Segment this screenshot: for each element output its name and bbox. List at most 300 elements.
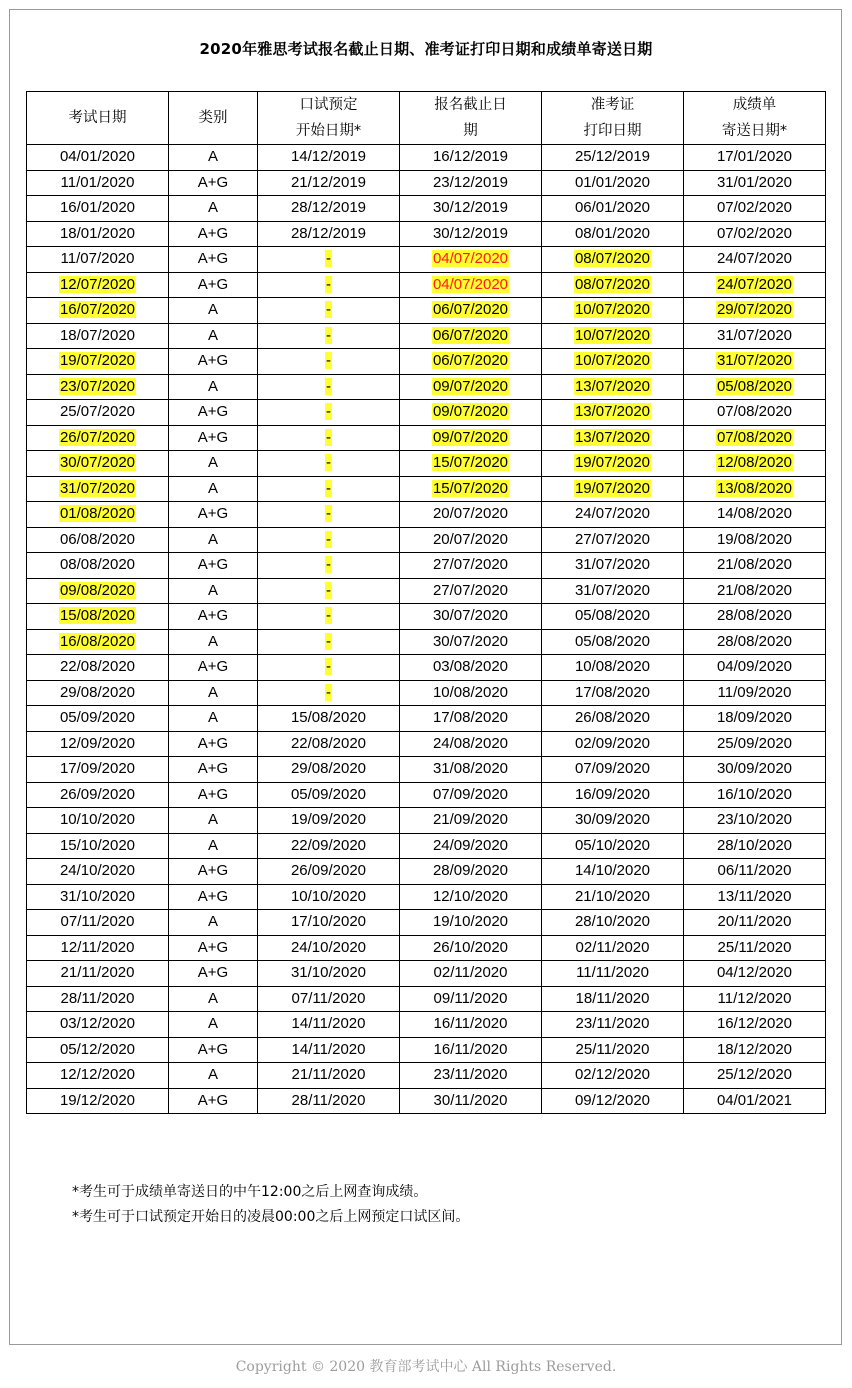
cell-speaking-start bbox=[258, 629, 400, 655]
cell-value: A+G bbox=[197, 734, 229, 752]
cell-exam-date bbox=[27, 247, 169, 273]
cell-admission-print bbox=[542, 272, 684, 298]
table-row bbox=[27, 935, 826, 961]
cell-value: - bbox=[326, 454, 331, 472]
table-row bbox=[27, 961, 826, 987]
cell-value: 14/11/2020 bbox=[291, 1040, 366, 1058]
cell-registration-deadline bbox=[400, 400, 542, 426]
cell-value: 01/08/2020 bbox=[59, 505, 136, 523]
cell-value: A+G bbox=[197, 403, 229, 421]
cell-admission-print bbox=[542, 1063, 684, 1089]
cell-value: A bbox=[207, 1066, 218, 1084]
cell-value: 08/08/2020 bbox=[59, 556, 136, 574]
cell-value: 19/08/2020 bbox=[716, 530, 793, 548]
cell-value: 30/09/2020 bbox=[574, 811, 651, 829]
cell-speaking-start bbox=[258, 374, 400, 400]
cell-registration-deadline bbox=[400, 476, 542, 502]
cell-value: 17/08/2020 bbox=[574, 683, 651, 701]
cell-admission-print bbox=[542, 578, 684, 604]
cell-value: 29/07/2020 bbox=[716, 301, 793, 319]
cell-admission-print bbox=[542, 527, 684, 553]
cell-value: 17/08/2020 bbox=[432, 709, 509, 727]
cell-speaking-start bbox=[258, 400, 400, 426]
cell-value: 19/07/2020 bbox=[574, 479, 651, 497]
cell-value: 10/07/2020 bbox=[574, 301, 651, 319]
cell-admission-print bbox=[542, 425, 684, 451]
cell-speaking-start bbox=[258, 782, 400, 808]
cell-report-send bbox=[684, 655, 826, 681]
cell-value: 11/11/2020 bbox=[576, 964, 649, 982]
cell-admission-print bbox=[542, 221, 684, 247]
cell-admission-print bbox=[542, 808, 684, 834]
cell-category bbox=[169, 298, 258, 324]
cell-value: 22/08/2020 bbox=[290, 734, 367, 752]
cell-exam-date bbox=[27, 145, 169, 171]
cell-value: 31/07/2020 bbox=[574, 581, 651, 599]
cell-registration-deadline bbox=[400, 425, 542, 451]
cell-value: 12/10/2020 bbox=[432, 887, 509, 905]
cell-exam-date bbox=[27, 527, 169, 553]
cell-speaking-start bbox=[258, 655, 400, 681]
cell-value: A+G bbox=[197, 173, 229, 191]
cell-category bbox=[169, 196, 258, 222]
table-row bbox=[27, 323, 826, 349]
cell-category bbox=[169, 221, 258, 247]
cell-report-send bbox=[684, 170, 826, 196]
cell-category bbox=[169, 349, 258, 375]
cell-value: 19/12/2020 bbox=[59, 1091, 136, 1109]
cell-value: 30/07/2020 bbox=[432, 607, 509, 625]
cell-report-send bbox=[684, 910, 826, 936]
cell-registration-deadline bbox=[400, 986, 542, 1012]
cell-registration-deadline bbox=[400, 935, 542, 961]
cell-value: A bbox=[207, 811, 218, 829]
cell-registration-deadline bbox=[400, 1012, 542, 1038]
cell-report-send bbox=[684, 451, 826, 477]
cell-value: 15/08/2020 bbox=[59, 607, 136, 625]
cell-value: 18/07/2020 bbox=[59, 326, 136, 344]
cell-value: A bbox=[207, 836, 218, 854]
cell-exam-date bbox=[27, 680, 169, 706]
cell-report-send bbox=[684, 578, 826, 604]
cell-category bbox=[169, 604, 258, 630]
cell-category bbox=[169, 808, 258, 834]
cell-value: A+G bbox=[197, 785, 229, 803]
cell-registration-deadline bbox=[400, 655, 542, 681]
cell-report-send bbox=[684, 629, 826, 655]
cell-value: 19/09/2020 bbox=[290, 811, 367, 829]
cell-value: 08/01/2020 bbox=[574, 224, 651, 242]
cell-admission-print bbox=[542, 1088, 684, 1114]
cell-speaking-start bbox=[258, 935, 400, 961]
cell-report-send bbox=[684, 476, 826, 502]
cell-report-send bbox=[684, 247, 826, 273]
cell-admission-print bbox=[542, 502, 684, 528]
cell-exam-date bbox=[27, 323, 169, 349]
cell-value: 30/07/2020 bbox=[59, 454, 136, 472]
cell-exam-date bbox=[27, 451, 169, 477]
cell-speaking-start bbox=[258, 986, 400, 1012]
cell-value: - bbox=[326, 683, 331, 701]
table-row bbox=[27, 451, 826, 477]
table-row bbox=[27, 1088, 826, 1114]
cell-report-send bbox=[684, 782, 826, 808]
cell-value: 04/01/2021 bbox=[716, 1091, 793, 1109]
cell-registration-deadline bbox=[400, 374, 542, 400]
cell-value: A+G bbox=[197, 1091, 229, 1109]
cell-report-send bbox=[684, 757, 826, 783]
cell-value: 11/09/2020 bbox=[717, 683, 792, 701]
cell-admission-print bbox=[542, 298, 684, 324]
cell-value: 31/07/2020 bbox=[59, 479, 136, 497]
cell-value: 16/12/2020 bbox=[716, 1015, 793, 1033]
cell-speaking-start bbox=[258, 884, 400, 910]
table-row bbox=[27, 196, 826, 222]
cell-value: A bbox=[207, 581, 218, 599]
cell-value: 31/10/2020 bbox=[290, 964, 367, 982]
cell-category bbox=[169, 527, 258, 553]
cell-category bbox=[169, 961, 258, 987]
cell-value: 26/09/2020 bbox=[290, 862, 367, 880]
cell-value: 24/07/2020 bbox=[716, 250, 793, 268]
cell-value: 10/10/2020 bbox=[290, 887, 367, 905]
header-admission-print: 准考证 打印日期 bbox=[542, 92, 684, 145]
cell-value: 27/07/2020 bbox=[432, 581, 509, 599]
cell-speaking-start bbox=[258, 221, 400, 247]
cell-registration-deadline bbox=[400, 1037, 542, 1063]
cell-admission-print bbox=[542, 757, 684, 783]
cell-category bbox=[169, 451, 258, 477]
cell-value: 07/08/2020 bbox=[716, 428, 793, 446]
cell-value: A bbox=[207, 913, 218, 931]
cell-report-send bbox=[684, 298, 826, 324]
table-row bbox=[27, 808, 826, 834]
cell-report-send bbox=[684, 527, 826, 553]
header-registration-deadline: 报名截止日 期 bbox=[400, 92, 542, 145]
cell-value: 30/11/2020 bbox=[433, 1091, 508, 1109]
cell-exam-date bbox=[27, 910, 169, 936]
cell-value: 06/08/2020 bbox=[59, 530, 136, 548]
cell-value: 09/07/2020 bbox=[432, 403, 509, 421]
cell-value: 12/07/2020 bbox=[59, 275, 136, 293]
cell-value: 23/11/2020 bbox=[575, 1015, 650, 1033]
cell-value: - bbox=[326, 581, 331, 599]
table-row bbox=[27, 374, 826, 400]
cell-report-send bbox=[684, 400, 826, 426]
cell-report-send bbox=[684, 1088, 826, 1114]
cell-admission-print bbox=[542, 196, 684, 222]
cell-speaking-start bbox=[258, 323, 400, 349]
cell-speaking-start bbox=[258, 1012, 400, 1038]
cell-report-send bbox=[684, 731, 826, 757]
cell-value: - bbox=[326, 352, 331, 370]
cell-speaking-start bbox=[258, 170, 400, 196]
cell-report-send bbox=[684, 680, 826, 706]
cell-registration-deadline bbox=[400, 1063, 542, 1089]
cell-registration-deadline bbox=[400, 782, 542, 808]
cell-value: 19/10/2020 bbox=[432, 913, 509, 931]
cell-registration-deadline bbox=[400, 247, 542, 273]
table-row bbox=[27, 1063, 826, 1089]
cell-value: 31/07/2020 bbox=[716, 326, 793, 344]
cell-value: - bbox=[326, 658, 331, 676]
cell-admission-print bbox=[542, 629, 684, 655]
cell-speaking-start bbox=[258, 349, 400, 375]
cell-report-send bbox=[684, 986, 826, 1012]
cell-registration-deadline bbox=[400, 757, 542, 783]
cell-value: A+G bbox=[197, 505, 229, 523]
cell-value: A+G bbox=[197, 607, 229, 625]
cell-speaking-start bbox=[258, 757, 400, 783]
cell-value: 16/10/2020 bbox=[716, 785, 793, 803]
cell-value: 28/10/2020 bbox=[716, 836, 793, 854]
cell-registration-deadline bbox=[400, 451, 542, 477]
page-title: 2020年雅思考试报名截止日期、准考证打印日期和成绩单寄送日期 bbox=[199, 40, 653, 58]
cell-value: 05/12/2020 bbox=[59, 1040, 136, 1058]
cell-value: 07/02/2020 bbox=[716, 199, 793, 217]
cell-category bbox=[169, 272, 258, 298]
cell-value: 14/12/2019 bbox=[290, 148, 367, 166]
table-header-row bbox=[27, 92, 826, 145]
cell-value: 14/10/2020 bbox=[574, 862, 651, 880]
cell-category bbox=[169, 859, 258, 885]
cell-value: 02/12/2020 bbox=[574, 1066, 651, 1084]
cell-speaking-start bbox=[258, 145, 400, 171]
cell-value: 06/01/2020 bbox=[574, 199, 651, 217]
table-row bbox=[27, 400, 826, 426]
table-row bbox=[27, 629, 826, 655]
cell-registration-deadline bbox=[400, 1088, 542, 1114]
cell-value: 12/11/2020 bbox=[60, 938, 135, 956]
cell-speaking-start bbox=[258, 833, 400, 859]
cell-value: 07/09/2020 bbox=[432, 785, 509, 803]
cell-value: 31/10/2020 bbox=[59, 887, 136, 905]
table-row bbox=[27, 731, 826, 757]
cell-admission-print bbox=[542, 833, 684, 859]
cell-value: 21/08/2020 bbox=[716, 581, 793, 599]
cell-report-send bbox=[684, 502, 826, 528]
cell-value: 16/12/2019 bbox=[432, 148, 509, 166]
cell-value: A+G bbox=[197, 658, 229, 676]
cell-exam-date bbox=[27, 502, 169, 528]
header-exam-date: 考试日期 bbox=[27, 92, 169, 145]
cell-speaking-start bbox=[258, 706, 400, 732]
cell-value: 18/01/2020 bbox=[59, 224, 136, 242]
cell-registration-deadline bbox=[400, 170, 542, 196]
cell-value: A bbox=[207, 530, 218, 548]
cell-speaking-start bbox=[258, 476, 400, 502]
cell-admission-print bbox=[542, 553, 684, 579]
cell-value: 21/09/2020 bbox=[432, 811, 509, 829]
cell-exam-date bbox=[27, 1037, 169, 1063]
cell-value: 19/07/2020 bbox=[574, 454, 651, 472]
cell-category bbox=[169, 884, 258, 910]
cell-value: 30/07/2020 bbox=[432, 632, 509, 650]
cell-value: A+G bbox=[197, 428, 229, 446]
cell-report-send bbox=[684, 425, 826, 451]
cell-value: 04/07/2020 bbox=[432, 250, 509, 268]
cell-value: 23/11/2020 bbox=[433, 1066, 508, 1084]
cell-exam-date bbox=[27, 986, 169, 1012]
cell-value: 07/08/2020 bbox=[716, 403, 793, 421]
cell-value: A+G bbox=[197, 964, 229, 982]
cell-speaking-start bbox=[258, 451, 400, 477]
cell-value: 03/12/2020 bbox=[59, 1015, 136, 1033]
cell-exam-date bbox=[27, 757, 169, 783]
table-row bbox=[27, 298, 826, 324]
cell-speaking-start bbox=[258, 1037, 400, 1063]
cell-value: 28/08/2020 bbox=[716, 632, 793, 650]
cell-value: - bbox=[326, 556, 331, 574]
table-row bbox=[27, 757, 826, 783]
cell-category bbox=[169, 247, 258, 273]
cell-exam-date bbox=[27, 655, 169, 681]
cell-category bbox=[169, 400, 258, 426]
cell-value: 24/07/2020 bbox=[716, 275, 793, 293]
header-speaking-start: 口试预定 开始日期* bbox=[258, 92, 400, 145]
cell-value: 29/08/2020 bbox=[290, 760, 367, 778]
cell-admission-print bbox=[542, 1037, 684, 1063]
table-row bbox=[27, 884, 826, 910]
cell-admission-print bbox=[542, 655, 684, 681]
cell-value: 02/11/2020 bbox=[575, 938, 650, 956]
cell-value: 13/11/2020 bbox=[717, 887, 792, 905]
cell-report-send bbox=[684, 374, 826, 400]
cell-exam-date bbox=[27, 374, 169, 400]
cell-value: A bbox=[207, 632, 218, 650]
cell-value: - bbox=[326, 326, 331, 344]
cell-category bbox=[169, 1037, 258, 1063]
cell-admission-print bbox=[542, 170, 684, 196]
cell-category bbox=[169, 323, 258, 349]
cell-admission-print bbox=[542, 145, 684, 171]
cell-value: 05/08/2020 bbox=[716, 377, 793, 395]
cell-value: 24/08/2020 bbox=[432, 734, 509, 752]
cell-category bbox=[169, 706, 258, 732]
cell-registration-deadline bbox=[400, 859, 542, 885]
cell-value: 25/12/2020 bbox=[716, 1066, 793, 1084]
cell-value: 26/07/2020 bbox=[59, 428, 136, 446]
cell-category bbox=[169, 425, 258, 451]
cell-exam-date bbox=[27, 553, 169, 579]
cell-value: A bbox=[207, 326, 218, 344]
cell-value: - bbox=[326, 250, 331, 268]
cell-category bbox=[169, 553, 258, 579]
cell-value: A bbox=[207, 377, 218, 395]
cell-category bbox=[169, 1088, 258, 1114]
cell-exam-date bbox=[27, 1063, 169, 1089]
cell-value: 17/10/2020 bbox=[290, 913, 367, 931]
cell-value: 30/09/2020 bbox=[716, 760, 793, 778]
cell-value: 24/10/2020 bbox=[290, 938, 367, 956]
cell-speaking-start bbox=[258, 502, 400, 528]
cell-value: 13/07/2020 bbox=[574, 403, 651, 421]
cell-value: 16/08/2020 bbox=[59, 632, 136, 650]
cell-admission-print bbox=[542, 374, 684, 400]
cell-value: A+G bbox=[197, 352, 229, 370]
cell-value: 28/12/2019 bbox=[290, 199, 367, 217]
cell-registration-deadline bbox=[400, 680, 542, 706]
cell-value: 30/12/2019 bbox=[432, 199, 509, 217]
cell-value: - bbox=[326, 301, 331, 319]
cell-category bbox=[169, 374, 258, 400]
cell-value: 18/09/2020 bbox=[716, 709, 793, 727]
cell-registration-deadline bbox=[400, 731, 542, 757]
cell-report-send bbox=[684, 706, 826, 732]
cell-value: 10/08/2020 bbox=[574, 658, 651, 676]
cell-value: - bbox=[326, 632, 331, 650]
cell-value: 21/08/2020 bbox=[716, 556, 793, 574]
table-row bbox=[27, 476, 826, 502]
cell-value: 09/11/2020 bbox=[433, 989, 508, 1007]
cell-report-send bbox=[684, 604, 826, 630]
cell-admission-print bbox=[542, 349, 684, 375]
cell-speaking-start bbox=[258, 1088, 400, 1114]
cell-value: 03/08/2020 bbox=[432, 658, 509, 676]
cell-registration-deadline bbox=[400, 221, 542, 247]
cell-value: 28/12/2019 bbox=[290, 224, 367, 242]
cell-value: 07/11/2020 bbox=[291, 989, 366, 1007]
cell-value: 31/01/2020 bbox=[716, 173, 793, 191]
cell-report-send bbox=[684, 553, 826, 579]
cell-value: 02/09/2020 bbox=[574, 734, 651, 752]
cell-value: A bbox=[207, 199, 218, 217]
cell-value: 14/08/2020 bbox=[716, 505, 793, 523]
cell-speaking-start bbox=[258, 272, 400, 298]
cell-speaking-start bbox=[258, 247, 400, 273]
cell-admission-print bbox=[542, 859, 684, 885]
cell-exam-date bbox=[27, 884, 169, 910]
cell-value: 22/08/2020 bbox=[59, 658, 136, 676]
cell-value: 05/09/2020 bbox=[59, 709, 136, 727]
cell-report-send bbox=[684, 145, 826, 171]
cell-category bbox=[169, 170, 258, 196]
cell-speaking-start bbox=[258, 196, 400, 222]
cell-speaking-start bbox=[258, 578, 400, 604]
cell-value: - bbox=[326, 275, 331, 293]
cell-exam-date bbox=[27, 425, 169, 451]
cell-exam-date bbox=[27, 170, 169, 196]
cell-value: 28/11/2020 bbox=[60, 989, 135, 1007]
cell-value: 04/12/2020 bbox=[716, 964, 793, 982]
table-row bbox=[27, 247, 826, 273]
table-row bbox=[27, 145, 826, 171]
cell-admission-print bbox=[542, 451, 684, 477]
cell-value: 13/07/2020 bbox=[574, 428, 651, 446]
cell-exam-date bbox=[27, 833, 169, 859]
cell-value: 28/08/2020 bbox=[716, 607, 793, 625]
cell-value: 25/07/2020 bbox=[59, 403, 136, 421]
cell-category bbox=[169, 578, 258, 604]
cell-admission-print bbox=[542, 935, 684, 961]
cell-registration-deadline bbox=[400, 272, 542, 298]
footnote-speaking-booking: *考生可于口试预定开始日的凌晨00:00之后上网预定口试区间。 bbox=[72, 1209, 470, 1225]
cell-admission-print bbox=[542, 706, 684, 732]
cell-value: 05/09/2020 bbox=[290, 785, 367, 803]
cell-admission-print bbox=[542, 910, 684, 936]
cell-value: 09/07/2020 bbox=[432, 428, 509, 446]
cell-value: A+G bbox=[197, 556, 229, 574]
table-row bbox=[27, 578, 826, 604]
cell-value: 31/07/2020 bbox=[574, 556, 651, 574]
cell-exam-date bbox=[27, 808, 169, 834]
table-row bbox=[27, 833, 826, 859]
cell-report-send bbox=[684, 1063, 826, 1089]
cell-value: 12/12/2020 bbox=[59, 1066, 136, 1084]
cell-value: A+G bbox=[197, 275, 229, 293]
cell-value: 16/07/2020 bbox=[59, 301, 136, 319]
cell-value: 22/09/2020 bbox=[290, 836, 367, 854]
